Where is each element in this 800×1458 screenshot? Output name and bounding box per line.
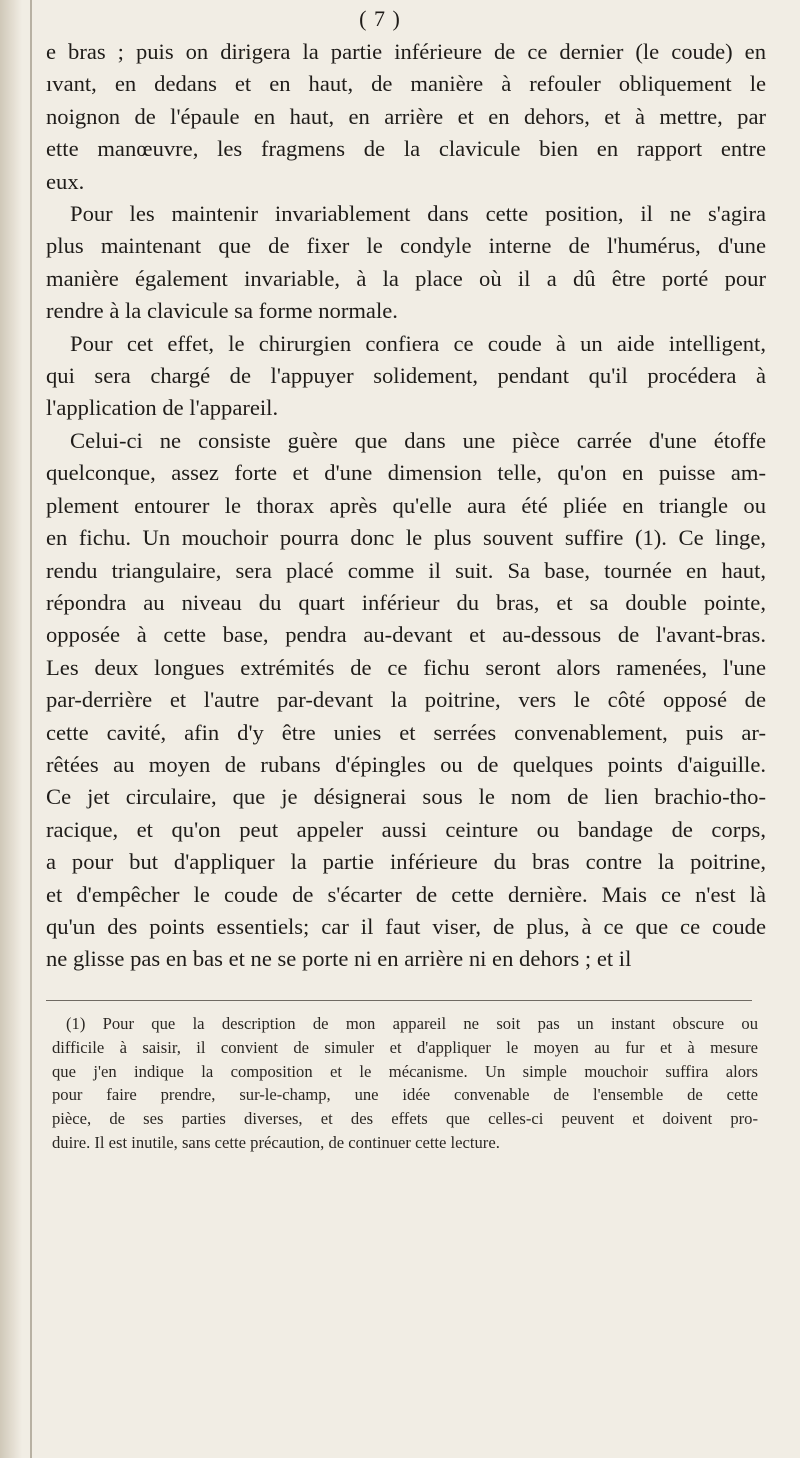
text-line: opposée à cette base, pendra au-devant et au-dessous de l'avant-bras. bbox=[46, 622, 766, 648]
text-line: l'application de l'appareil. bbox=[46, 395, 279, 421]
text-line: répondra au niveau du quart inférieur du bras, et sa double pointe, bbox=[46, 589, 766, 615]
text-line: ette manœuvre, les fragmens de la clavicule bien en rapport entre bbox=[46, 136, 766, 162]
page-number: ( 7 ) bbox=[359, 6, 401, 31]
binding-shadow bbox=[0, 0, 22, 1458]
text-line: qui sera chargé de l'appuyer solidement, pendant qu'il procédera à bbox=[46, 363, 766, 389]
text-line: et d'empêcher le coude de s'écarter de cette dernière. Mais ce n'est là bbox=[46, 881, 766, 907]
text-line: en fichu. Un mouchoir pourra donc le plus souvent suffire (1). Ce linge, bbox=[46, 525, 766, 551]
text-line: qu'un des points essentiels; car il faut viser, de plus, à ce que ce coude bbox=[46, 913, 766, 939]
binding-edge bbox=[30, 0, 32, 1458]
footnote-line: pour faire prendre, sur-le-champ, une idée convenable de l'ensemble de cette bbox=[52, 1085, 758, 1105]
footnote-line: duire. Il est inutile, sans cette précaution, de continuer cette lecture. bbox=[52, 1132, 500, 1152]
footnote bbox=[52, 1012, 758, 1155]
footnote-line: que j'en indique la composition et le mécanisme. Un simple mouchoir suffira alors bbox=[52, 1061, 758, 1081]
text-line: quelconque, assez forte et d'une dimension telle, qu'on en puisse am- bbox=[46, 460, 766, 486]
text-line: Pour les maintenir invariablement dans cette position, il ne s'agira bbox=[70, 201, 766, 227]
text-line: manière également invariable, à la place où il a dû être porté pour bbox=[46, 265, 766, 291]
text-line: plus maintenant que de fixer le condyle interne de l'humérus, d'une bbox=[46, 233, 766, 259]
text-line: rendu triangulaire, sera placé comme il suit. Sa base, tournée en haut, bbox=[46, 557, 766, 583]
footnote-line: difficile à saisir, il convient de simuler et d'appliquer le moyen au fur et à mesure bbox=[52, 1037, 758, 1057]
text-line: Ce jet circulaire, que je désignerai sous le nom de lien brachio-tho- bbox=[46, 784, 766, 810]
text-line: a pour but d'appliquer la partie inférieure du bras contre la poitrine, bbox=[46, 849, 766, 875]
text-line: e bras ; puis on dirigera la partie inférieure de ce dernier (le coude) en bbox=[46, 39, 766, 64]
text-line: cette cavité, afin d'y être unies et serrées convenablement, puis ar- bbox=[46, 719, 766, 745]
main-text bbox=[46, 36, 766, 976]
text-line: noignon de l'épaule en haut, en arrière et en dehors, et à mettre, par bbox=[46, 103, 766, 129]
text-line: racique, et qu'on peut appeler aussi ceinture ou bandage de corps, bbox=[46, 816, 766, 842]
text-line: rêtées au moyen de rubans d'épingles ou de quelques points d'aiguille. bbox=[46, 751, 766, 777]
footnote-line: (1) Pour que la description de mon appareil ne soit pas un instant obscure ou bbox=[66, 1014, 758, 1033]
text-line: ıvant, en dedans et en haut, de manière à refouler obliquement le bbox=[46, 71, 766, 97]
text-line: Celui-ci ne consiste guère que dans une pièce carrée d'une étoffe bbox=[70, 427, 766, 453]
text-line: eux. bbox=[46, 168, 85, 194]
text-line: ne glisse pas en bas et ne se porte ni en arrière ni en dehors ; et il bbox=[46, 946, 632, 972]
text-line: Les deux longues extrémités de ce fichu seront alors ramenées, l'une bbox=[46, 654, 766, 680]
text-line: par-derrière et l'autre par-devant la poitrine, vers le côté opposé de bbox=[46, 687, 766, 713]
footnote-rule bbox=[46, 1000, 752, 1001]
text-line: plement entourer le thorax après qu'elle aura été pliée en triangle ou bbox=[46, 492, 766, 518]
text-line: Pour cet effet, le chirurgien confiera ce coude à un aide intelligent, bbox=[70, 330, 766, 356]
text-line: rendre à la clavicule sa forme normale. bbox=[46, 298, 398, 324]
footnote-line: pièce, de ses parties diverses, et des effets que celles-ci peuvent et doivent pro- bbox=[52, 1109, 758, 1129]
